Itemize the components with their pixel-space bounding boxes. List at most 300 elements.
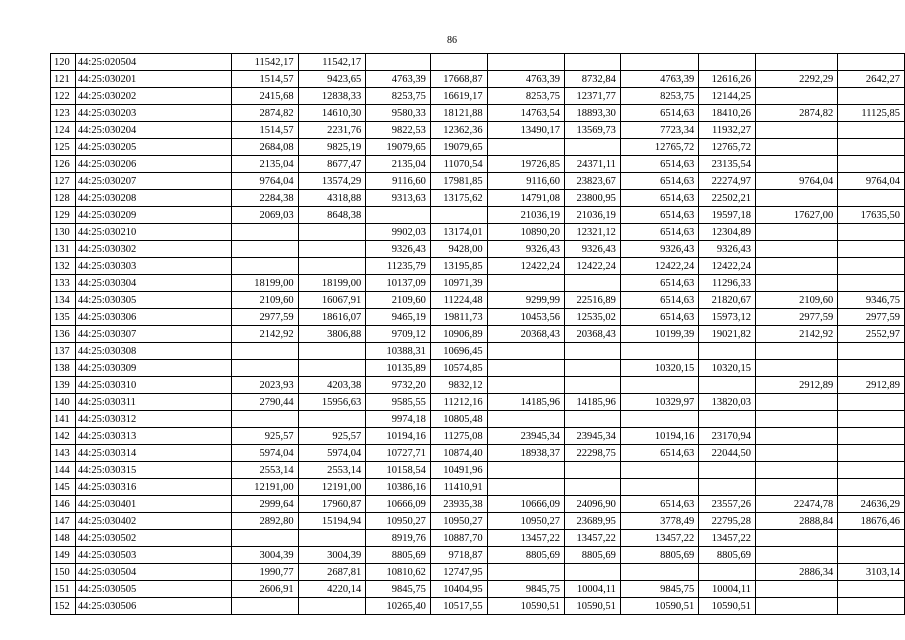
cell-value-3-min: 4763,39 <box>487 71 564 88</box>
cell-value-5-max <box>838 343 905 360</box>
cell-value-5-max <box>838 360 905 377</box>
table-row <box>51 139 905 156</box>
cell-value-4-min <box>620 564 698 581</box>
cell-value-1-max: 4220,14 <box>298 581 366 598</box>
cell-value-5-max <box>838 530 905 547</box>
cell-value-1-max: 2553,14 <box>298 462 366 479</box>
cell-value-1-min: 11542,17 <box>231 54 298 71</box>
cell-value-2-min: 9732,20 <box>366 377 431 394</box>
page-number: 86 <box>447 35 457 46</box>
cell-value-2-min: 9822,53 <box>366 122 431 139</box>
cell-value-2-min: 10194,16 <box>366 428 431 445</box>
cell-value-1-min: 2606,91 <box>231 581 298 598</box>
cell-value-1-max: 17960,87 <box>298 496 366 513</box>
cell-cadastral-number: 44:25:030304 <box>75 275 231 292</box>
cell-value-2-min: 9902,03 <box>366 224 431 241</box>
cell-value-5-min <box>756 54 838 71</box>
cell-value-3-min: 13457,22 <box>487 530 564 547</box>
cell-value-4-max <box>699 564 756 581</box>
cell-value-4-min: 9845,75 <box>620 581 698 598</box>
cell-value-4-max: 9326,43 <box>699 241 756 258</box>
cell-value-3-max: 10590,51 <box>565 598 621 615</box>
cell-value-5-max <box>838 139 905 156</box>
cell-value-4-min: 10329,97 <box>620 394 698 411</box>
cell-value-5-min <box>756 428 838 445</box>
cell-value-3-max <box>565 275 621 292</box>
cell-value-5-max <box>838 445 905 462</box>
cell-value-5-min: 9764,04 <box>756 173 838 190</box>
cell-value-5-min <box>756 360 838 377</box>
cell-value-2-min: 9580,33 <box>366 105 431 122</box>
cell-cadastral-number: 44:25:030311 <box>75 394 231 411</box>
cell-value-3-max: 23823,67 <box>565 173 621 190</box>
table-row <box>51 564 905 581</box>
cell-value-2-min: 10727,71 <box>366 445 431 462</box>
cell-value-4-max: 19597,18 <box>699 207 756 224</box>
cell-value-1-max: 11542,17 <box>298 54 366 71</box>
cell-value-3-min: 9845,75 <box>487 581 564 598</box>
cell-value-1-min: 18199,00 <box>231 275 298 292</box>
cell-value-1-min: 2069,03 <box>231 207 298 224</box>
cell-value-3-min: 20368,43 <box>487 326 564 343</box>
cell-value-4-max: 11296,33 <box>699 275 756 292</box>
cell-value-2-max: 11070,54 <box>430 156 487 173</box>
cell-value-1-max: 4203,38 <box>298 377 366 394</box>
cell-value-3-min: 10453,56 <box>487 309 564 326</box>
cell-value-2-min: 10135,89 <box>366 360 431 377</box>
cell-row-number: 138 <box>51 360 76 377</box>
cell-value-5-max: 2912,89 <box>838 377 905 394</box>
cell-value-2-min: 19079,65 <box>366 139 431 156</box>
cell-value-5-min <box>756 445 838 462</box>
cell-value-5-max <box>838 581 905 598</box>
cell-cadastral-number: 44:25:030313 <box>75 428 231 445</box>
cell-value-5-max <box>838 394 905 411</box>
table-row <box>51 54 905 71</box>
table-row <box>51 530 905 547</box>
cell-value-3-max: 12371,77 <box>565 88 621 105</box>
cell-row-number: 151 <box>51 581 76 598</box>
cell-value-2-min: 8253,75 <box>366 88 431 105</box>
table-row <box>51 190 905 207</box>
cell-row-number: 139 <box>51 377 76 394</box>
cell-cadastral-number: 44:25:030205 <box>75 139 231 156</box>
cell-value-4-max: 12422,24 <box>699 258 756 275</box>
cell-value-4-min: 6514,63 <box>620 105 698 122</box>
cell-value-4-max: 10004,11 <box>699 581 756 598</box>
table-row <box>51 258 905 275</box>
cell-value-3-min: 8253,75 <box>487 88 564 105</box>
cell-value-5-min <box>756 258 838 275</box>
table-row <box>51 71 905 88</box>
cell-value-1-min <box>231 258 298 275</box>
cell-value-1-min <box>231 241 298 258</box>
cell-cadastral-number: 44:25:030207 <box>75 173 231 190</box>
cell-value-4-max: 22274,97 <box>699 173 756 190</box>
cell-value-2-max: 12747,95 <box>430 564 487 581</box>
cell-value-1-min: 2553,14 <box>231 462 298 479</box>
cell-value-1-max: 9825,19 <box>298 139 366 156</box>
cell-value-2-max: 11410,91 <box>430 479 487 496</box>
cell-value-5-max: 11125,85 <box>838 105 905 122</box>
cell-value-1-max: 9423,65 <box>298 71 366 88</box>
cell-value-1-min: 3004,39 <box>231 547 298 564</box>
cell-value-5-max <box>838 122 905 139</box>
cell-value-2-min: 2109,60 <box>366 292 431 309</box>
cell-value-4-min: 12422,24 <box>620 258 698 275</box>
cell-row-number: 137 <box>51 343 76 360</box>
cell-value-5-min <box>756 411 838 428</box>
cell-cadastral-number: 44:25:030206 <box>75 156 231 173</box>
cell-value-2-max: 19811,73 <box>430 309 487 326</box>
cell-value-3-min <box>487 139 564 156</box>
cell-value-3-max <box>565 54 621 71</box>
cell-row-number: 120 <box>51 54 76 71</box>
cell-row-number: 136 <box>51 326 76 343</box>
cell-value-1-min <box>231 530 298 547</box>
cell-value-5-min <box>756 343 838 360</box>
cell-value-5-max <box>838 462 905 479</box>
cell-value-3-min: 9116,60 <box>487 173 564 190</box>
cell-value-2-max: 9718,87 <box>430 547 487 564</box>
cell-value-4-min <box>620 54 698 71</box>
cell-value-4-min: 13457,22 <box>620 530 698 547</box>
cell-value-2-min: 9974,18 <box>366 411 431 428</box>
cell-value-2-max: 13174,01 <box>430 224 487 241</box>
cell-value-5-max <box>838 190 905 207</box>
cell-value-4-min: 6514,63 <box>620 275 698 292</box>
cell-value-4-max: 18410,26 <box>699 105 756 122</box>
cell-value-3-max: 13457,22 <box>565 530 621 547</box>
cell-value-1-max: 2687,81 <box>298 564 366 581</box>
cell-value-2-max: 11224,48 <box>430 292 487 309</box>
cell-cadastral-number: 44:25:030315 <box>75 462 231 479</box>
cell-value-4-min: 8805,69 <box>620 547 698 564</box>
cell-value-1-max <box>298 258 366 275</box>
cell-value-4-max: 10590,51 <box>699 598 756 615</box>
cell-value-5-min: 2886,34 <box>756 564 838 581</box>
cell-cadastral-number: 44:25:030210 <box>75 224 231 241</box>
table-row <box>51 360 905 377</box>
cell-value-4-min: 6514,63 <box>620 190 698 207</box>
cell-value-5-min <box>756 530 838 547</box>
table-row <box>51 377 905 394</box>
cell-value-4-max: 21820,67 <box>699 292 756 309</box>
cell-value-1-max: 5974,04 <box>298 445 366 462</box>
cell-value-1-min: 12191,00 <box>231 479 298 496</box>
cell-row-number: 144 <box>51 462 76 479</box>
cell-value-1-min: 1990,77 <box>231 564 298 581</box>
cell-value-2-min: 9709,12 <box>366 326 431 343</box>
cell-value-3-max: 23800,95 <box>565 190 621 207</box>
cell-value-3-min: 9299,99 <box>487 292 564 309</box>
cell-value-1-min: 925,57 <box>231 428 298 445</box>
cell-value-4-max: 15973,12 <box>699 309 756 326</box>
cell-cadastral-number: 44:25:030208 <box>75 190 231 207</box>
cell-value-5-min <box>756 598 838 615</box>
cell-value-5-min: 2142,92 <box>756 326 838 343</box>
cell-value-3-max <box>565 479 621 496</box>
cell-value-2-max: 10404,95 <box>430 581 487 598</box>
cell-value-2-min: 2135,04 <box>366 156 431 173</box>
cell-value-3-max: 24371,11 <box>565 156 621 173</box>
cell-value-3-max: 12321,12 <box>565 224 621 241</box>
cell-value-2-min: 11235,79 <box>366 258 431 275</box>
cell-row-number: 142 <box>51 428 76 445</box>
cell-value-2-min: 9313,63 <box>366 190 431 207</box>
cell-value-3-max: 14185,96 <box>565 394 621 411</box>
cell-value-5-min: 2912,89 <box>756 377 838 394</box>
cell-value-5-min: 2109,60 <box>756 292 838 309</box>
cell-row-number: 147 <box>51 513 76 530</box>
cell-cadastral-number: 44:25:030314 <box>75 445 231 462</box>
cell-value-2-max <box>430 207 487 224</box>
cell-value-3-max: 18893,30 <box>565 105 621 122</box>
cell-value-2-min: 8919,76 <box>366 530 431 547</box>
cell-cadastral-number: 44:25:030307 <box>75 326 231 343</box>
cell-value-5-max: 3103,14 <box>838 564 905 581</box>
cell-value-4-max: 12304,89 <box>699 224 756 241</box>
cell-value-1-max <box>298 241 366 258</box>
table-row <box>51 479 905 496</box>
cell-value-2-max <box>430 54 487 71</box>
cell-value-3-min: 12422,24 <box>487 258 564 275</box>
cell-value-2-min: 10666,09 <box>366 496 431 513</box>
cell-cadastral-number: 44:25:030503 <box>75 547 231 564</box>
cell-value-1-min: 9764,04 <box>231 173 298 190</box>
cell-value-5-max <box>838 156 905 173</box>
cell-value-2-max: 12362,36 <box>430 122 487 139</box>
cell-value-4-min: 6514,63 <box>620 156 698 173</box>
cell-cadastral-number: 44:25:030202 <box>75 88 231 105</box>
cell-value-4-min: 9326,43 <box>620 241 698 258</box>
cell-value-4-min: 6514,63 <box>620 173 698 190</box>
cell-row-number: 126 <box>51 156 76 173</box>
cell-value-2-max: 17668,87 <box>430 71 487 88</box>
cell-cadastral-number: 44:25:030203 <box>75 105 231 122</box>
cell-value-2-min: 9465,19 <box>366 309 431 326</box>
table-row <box>51 224 905 241</box>
cell-value-2-max: 10491,96 <box>430 462 487 479</box>
cell-value-2-max: 9832,12 <box>430 377 487 394</box>
cell-value-4-min: 8253,75 <box>620 88 698 105</box>
table-row <box>51 207 905 224</box>
cell-value-4-max: 22044,50 <box>699 445 756 462</box>
cell-value-4-min: 3778,49 <box>620 513 698 530</box>
cell-value-3-min <box>487 275 564 292</box>
cell-value-1-min: 1514,57 <box>231 122 298 139</box>
cell-value-4-max: 23557,26 <box>699 496 756 513</box>
cell-value-3-min <box>487 360 564 377</box>
cell-value-4-min <box>620 479 698 496</box>
cell-value-5-min: 17627,00 <box>756 207 838 224</box>
cell-value-3-max <box>565 139 621 156</box>
cell-row-number: 121 <box>51 71 76 88</box>
cell-value-4-min: 6514,63 <box>620 224 698 241</box>
cell-value-3-max: 23945,34 <box>565 428 621 445</box>
cell-value-3-max: 9326,43 <box>565 241 621 258</box>
cadastral-values-table <box>50 53 905 615</box>
cell-value-4-min <box>620 411 698 428</box>
cell-row-number: 152 <box>51 598 76 615</box>
cell-row-number: 146 <box>51 496 76 513</box>
table-row <box>51 173 905 190</box>
cell-value-3-max: 23689,95 <box>565 513 621 530</box>
cell-value-4-max: 12765,72 <box>699 139 756 156</box>
cell-value-3-min: 21036,19 <box>487 207 564 224</box>
cell-value-3-min: 19726,85 <box>487 156 564 173</box>
cell-value-3-min <box>487 411 564 428</box>
cell-value-2-max: 23935,38 <box>430 496 487 513</box>
cell-value-5-max: 17635,50 <box>838 207 905 224</box>
cell-value-5-min <box>756 122 838 139</box>
cell-value-4-min: 10320,15 <box>620 360 698 377</box>
cell-row-number: 141 <box>51 411 76 428</box>
cell-cadastral-number: 44:25:030505 <box>75 581 231 598</box>
cell-cadastral-number: 44:25:030306 <box>75 309 231 326</box>
cell-value-5-max: 9764,04 <box>838 173 905 190</box>
cell-value-3-max: 21036,19 <box>565 207 621 224</box>
cell-value-5-min <box>756 479 838 496</box>
cell-value-2-max: 11212,16 <box>430 394 487 411</box>
cell-value-5-min <box>756 88 838 105</box>
cell-value-5-max <box>838 224 905 241</box>
cell-row-number: 128 <box>51 190 76 207</box>
cell-value-2-min: 9326,43 <box>366 241 431 258</box>
cell-value-2-min: 10388,31 <box>366 343 431 360</box>
cell-value-2-min: 4763,39 <box>366 71 431 88</box>
cell-value-1-min: 2874,82 <box>231 105 298 122</box>
cell-value-3-max <box>565 462 621 479</box>
cell-value-2-max: 10887,70 <box>430 530 487 547</box>
cell-value-5-min <box>756 139 838 156</box>
cell-value-4-max <box>699 343 756 360</box>
table-row <box>51 496 905 513</box>
cell-value-1-min: 2684,08 <box>231 139 298 156</box>
cell-value-5-min: 2874,82 <box>756 105 838 122</box>
cell-value-1-max: 16067,91 <box>298 292 366 309</box>
cell-cadastral-number: 44:25:030308 <box>75 343 231 360</box>
cell-value-3-max <box>565 411 621 428</box>
table-row <box>51 462 905 479</box>
cell-value-1-max: 18199,00 <box>298 275 366 292</box>
cell-value-4-max: 23170,94 <box>699 428 756 445</box>
cell-value-1-min: 2142,92 <box>231 326 298 343</box>
cell-value-3-max: 24096,90 <box>565 496 621 513</box>
cell-value-4-max: 22795,28 <box>699 513 756 530</box>
cell-value-1-max: 4318,88 <box>298 190 366 207</box>
cell-value-1-max: 3806,88 <box>298 326 366 343</box>
cell-value-2-max: 10574,85 <box>430 360 487 377</box>
cell-value-1-max <box>298 360 366 377</box>
cell-value-5-min: 2292,29 <box>756 71 838 88</box>
cell-value-4-min <box>620 462 698 479</box>
cell-value-1-min: 1514,57 <box>231 71 298 88</box>
cell-cadastral-number: 44:25:030209 <box>75 207 231 224</box>
cell-value-3-max: 22298,75 <box>565 445 621 462</box>
cell-cadastral-number: 44:25:030305 <box>75 292 231 309</box>
cell-value-4-max <box>699 411 756 428</box>
cell-row-number: 123 <box>51 105 76 122</box>
cell-value-5-min <box>756 394 838 411</box>
cell-value-4-max: 12144,25 <box>699 88 756 105</box>
cell-value-1-min: 2135,04 <box>231 156 298 173</box>
table-body <box>51 54 905 615</box>
cell-value-4-min: 4763,39 <box>620 71 698 88</box>
cell-value-1-max: 8677,47 <box>298 156 366 173</box>
cell-cadastral-number: 44:25:030302 <box>75 241 231 258</box>
cell-value-3-min: 8805,69 <box>487 547 564 564</box>
cell-value-1-max: 12191,00 <box>298 479 366 496</box>
cell-value-1-min: 2023,93 <box>231 377 298 394</box>
cell-value-1-min: 2999,64 <box>231 496 298 513</box>
cell-value-5-min <box>756 156 838 173</box>
cell-value-5-max <box>838 598 905 615</box>
cell-value-1-max <box>298 343 366 360</box>
cell-value-4-max: 10320,15 <box>699 360 756 377</box>
cell-value-2-min: 10265,40 <box>366 598 431 615</box>
cell-value-2-max: 18121,88 <box>430 105 487 122</box>
cell-value-4-max <box>699 462 756 479</box>
cell-value-3-max <box>565 343 621 360</box>
table-row <box>51 411 905 428</box>
cell-value-4-min <box>620 343 698 360</box>
table-row <box>51 275 905 292</box>
cell-value-3-min: 9326,43 <box>487 241 564 258</box>
cell-value-3-max: 8732,84 <box>565 71 621 88</box>
cell-value-5-min <box>756 224 838 241</box>
cell-row-number: 122 <box>51 88 76 105</box>
cell-value-4-max: 13820,03 <box>699 394 756 411</box>
cell-row-number: 124 <box>51 122 76 139</box>
cell-value-3-min: 10666,09 <box>487 496 564 513</box>
cell-value-5-min: 22474,78 <box>756 496 838 513</box>
cell-value-1-max <box>298 598 366 615</box>
cell-value-5-max <box>838 54 905 71</box>
cell-value-5-max <box>838 547 905 564</box>
table-row <box>51 241 905 258</box>
cell-value-5-max: 18676,46 <box>838 513 905 530</box>
cell-value-1-min <box>231 598 298 615</box>
cell-row-number: 131 <box>51 241 76 258</box>
cell-value-5-min <box>756 190 838 207</box>
cell-value-1-max: 15956,63 <box>298 394 366 411</box>
table-row <box>51 598 905 615</box>
cell-value-5-max <box>838 88 905 105</box>
cell-value-3-max: 8805,69 <box>565 547 621 564</box>
cell-value-3-min: 14791,08 <box>487 190 564 207</box>
cell-cadastral-number: 44:25:030316 <box>75 479 231 496</box>
cell-value-3-min: 18938,37 <box>487 445 564 462</box>
cell-row-number: 149 <box>51 547 76 564</box>
cell-value-1-max: 925,57 <box>298 428 366 445</box>
cell-value-3-min <box>487 54 564 71</box>
cell-value-3-min <box>487 377 564 394</box>
cell-row-number: 135 <box>51 309 76 326</box>
cell-value-5-max <box>838 428 905 445</box>
cell-value-1-max: 3004,39 <box>298 547 366 564</box>
cell-cadastral-number: 44:25:030303 <box>75 258 231 275</box>
cell-value-2-max: 10971,39 <box>430 275 487 292</box>
cell-value-3-max: 13569,73 <box>565 122 621 139</box>
cell-cadastral-number: 44:25:030401 <box>75 496 231 513</box>
cell-value-3-min: 14763,54 <box>487 105 564 122</box>
cell-value-5-max: 2642,27 <box>838 71 905 88</box>
cell-value-1-max: 14610,30 <box>298 105 366 122</box>
cell-value-1-max: 18616,07 <box>298 309 366 326</box>
table-row <box>51 326 905 343</box>
cell-value-2-min: 8805,69 <box>366 547 431 564</box>
